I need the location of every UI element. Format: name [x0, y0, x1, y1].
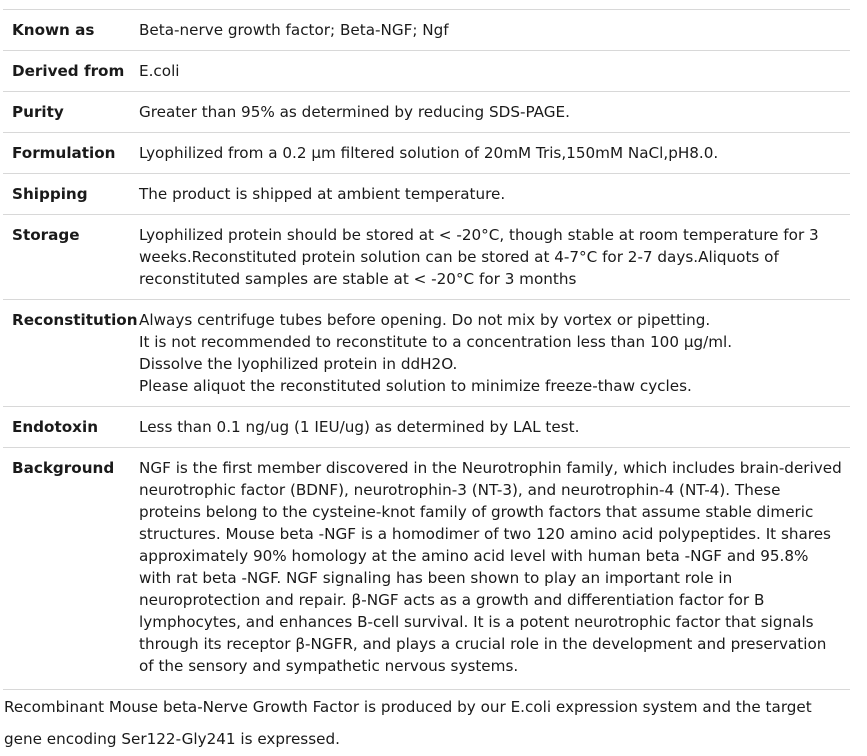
spec-value-line: Lyophilized protein should be stored at < -20°C, though stable at room temperature for 3 weeks.Reconstituted protein solution can be stored at 4-7°C for 2-7 days.Aliquots of reconstituted samples are stable at < -20°C for 3 months	[139, 226, 819, 288]
spec-label: Purity	[3, 92, 131, 133]
spec-row-known-as	[3, 10, 850, 51]
spec-value-line: Please aliquot the reconstituted solution to minimize freeze-thaw cycles.	[139, 377, 692, 395]
spec-value	[131, 215, 850, 300]
spec-value-line: E.coli	[139, 62, 180, 80]
spec-row-formulation	[3, 133, 850, 174]
spec-label: Storage	[3, 215, 131, 300]
product-spec-table	[3, 9, 850, 690]
spec-label: Shipping	[3, 174, 131, 215]
spec-row-purity	[3, 92, 850, 133]
spec-value-line: Greater than 95% as determined by reducing SDS-PAGE.	[139, 103, 570, 121]
spec-row-storage	[3, 215, 850, 300]
spec-value	[131, 92, 850, 133]
spec-value-line: NGF is the first member discovered in the Neurotrophin family, which includes brain-derived neurotrophic factor (BDNF), neurotrophin-3 (NT-3), and neurotrophin-4 (NT-4). These proteins belong to the cysteine-knot family of growth factors that assume stable dimeric structures. Mouse beta -NGF is a homodimer of two 120 amino acid polypeptides. It shares approximately 90% homology at the amino acid level with human beta -NGF and 95.8% with rat beta -NGF. NGF signaling has been shown to play an important role in neuroprotection and repair. β-NGF acts as a growth and differentiation factor for B lymphocytes, and enhances B-cell survival. It is a potent neurotrophic factor that signals through its receptor β-NGFR, and plays a crucial role in the development and preservation of the sensory and sympathetic nervous systems.	[139, 459, 842, 675]
spec-row-shipping	[3, 174, 850, 215]
spec-label: Reconstitution	[3, 300, 131, 407]
spec-label: Known as	[3, 10, 131, 51]
spec-value-line: Lyophilized from a 0.2 μm filtered solution of 20mM Tris,150mM NaCl,pH8.0.	[139, 144, 719, 162]
spec-value	[131, 133, 850, 174]
spec-value	[131, 10, 850, 51]
spec-label: Endotoxin	[3, 407, 131, 448]
spec-row-endotoxin	[3, 407, 850, 448]
spec-value	[131, 174, 850, 215]
spec-value	[131, 448, 850, 690]
expression-note: Recombinant Mouse beta-Nerve Growth Factor is produced by our E.coli expression system and the target gene encoding Ser122-Gly241 is expressed.	[4, 698, 812, 748]
spec-value-line: The product is shipped at ambient temperature.	[139, 185, 506, 203]
spec-value-line: Beta-nerve growth factor; Beta-NGF; Ngf	[139, 21, 449, 39]
spec-label: Formulation	[3, 133, 131, 174]
spec-value-line: Dissolve the lyophilized protein in ddH2O.	[139, 355, 458, 373]
spec-row-reconstitution	[3, 300, 850, 407]
spec-value	[131, 300, 850, 407]
spec-value-line: Always centrifuge tubes before opening. Do not mix by vortex or pipetting.	[139, 311, 711, 329]
spec-row-background	[3, 448, 850, 690]
spec-value	[131, 407, 850, 448]
spec-value-line: It is not recommended to reconstitute to a concentration less than 100 μg/ml.	[139, 333, 733, 351]
spec-label: Derived from	[3, 51, 131, 92]
spec-value	[131, 51, 850, 92]
spec-value-line: Less than 0.1 ng/ug (1 IEU/ug) as determined by LAL test.	[139, 418, 580, 436]
spec-label: Background	[3, 448, 131, 690]
spec-row-derived-from	[3, 51, 850, 92]
